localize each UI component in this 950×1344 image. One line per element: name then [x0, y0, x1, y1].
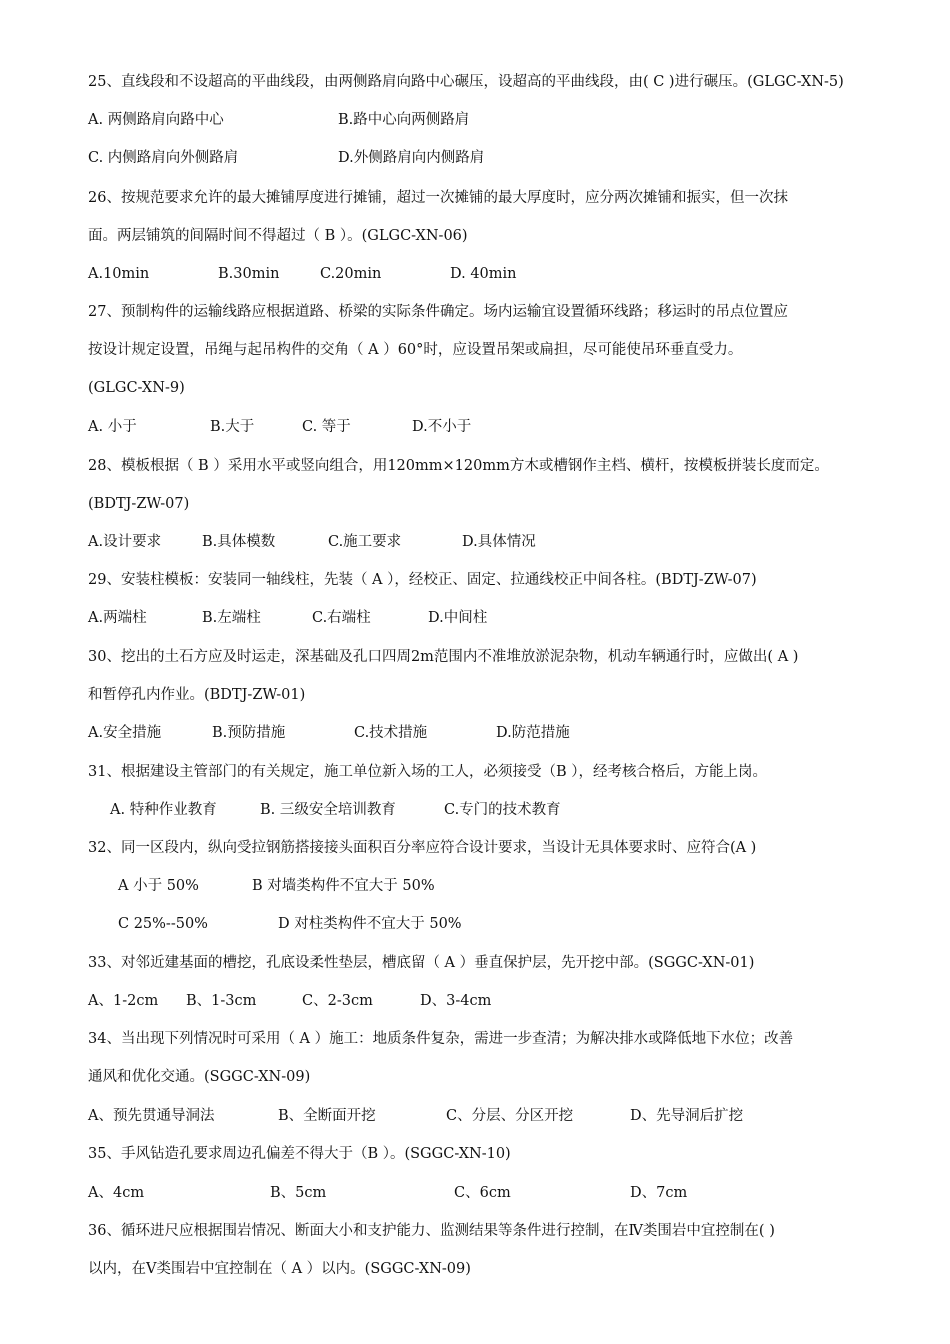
- option-d: D.防范措施: [496, 725, 570, 741]
- option-d: D.不小于: [412, 419, 472, 435]
- option-c: C.技术措施: [354, 725, 428, 741]
- option-b: B.预防措施: [212, 725, 286, 741]
- option-a: A. 两侧路肩向路中心: [88, 112, 224, 128]
- option-d: D、先导洞后扩挖: [630, 1108, 744, 1124]
- option-b: B.大于: [210, 419, 255, 435]
- option-b: B.路中心向两侧路肩: [338, 112, 470, 128]
- question-33-line-1: 33、对邻近建基面的槽挖，孔底设柔性垫层，槽底留（ A ）垂直保护层，先开挖中部。(SGGC-XN-01): [88, 955, 755, 971]
- option-d: D、3-4cm: [420, 993, 492, 1009]
- option-a: A、4cm: [88, 1185, 145, 1201]
- option-a: A.安全措施: [88, 725, 162, 741]
- option-d: D.外侧路肩向内侧路肩: [338, 150, 485, 166]
- question-30-line-2: 和暂停孔内作业。(BDTJ-ZW-01): [88, 687, 306, 703]
- option-a: A、1-2cm: [88, 993, 159, 1009]
- option-a: A.两端柱: [88, 610, 147, 626]
- option-c: C 25%--50%: [118, 916, 208, 932]
- option-b: B 对墙类构件不宜大于 50%: [252, 878, 435, 894]
- question-29-line-1: 29、安装柱模板：安装同一轴线柱，先装（ A ），经校正、固定、拉通线校正中间各柱。(BDTJ-ZW-07): [88, 572, 757, 588]
- option-b: B、5cm: [270, 1185, 327, 1201]
- question-34-line-1: 34、当出现下列情况时可采用（ A ）施工：地质条件复杂，需进一步查清；为解决排水或降低地下水位；改善: [88, 1031, 794, 1047]
- question-26-line-2: 面。两层铺筑的间隔时间不得超过（ B ）。(GLGC-XN-06): [88, 228, 468, 244]
- option-a: A、预先贯通导洞法: [88, 1108, 215, 1124]
- option-c: C.20min: [320, 266, 382, 282]
- question-27-line-2: 按设计规定设置，吊绳与起吊构件的交角（ A ）60°时，应设置吊架或扁担，尽可能使吊环垂直受力。: [88, 342, 743, 358]
- option-d: D.中间柱: [428, 610, 488, 626]
- option-a: A.10min: [88, 266, 150, 282]
- question-34-line-2: 通风和优化交通。(SGGC-XN-09): [88, 1069, 311, 1085]
- question-32-line-1: 32、同一区段内，纵向受拉钢筋搭接接头面积百分率应符合设计要求，当设计无具体要求时、应符合(A ): [88, 840, 757, 856]
- option-c: C.施工要求: [328, 534, 402, 550]
- option-a: A. 小于: [88, 419, 137, 435]
- question-31-line-1: 31、根据建设主管部门的有关规定，施工单位新入场的工人，必须接受（B ），经考核合格后，方能上岗。: [88, 764, 767, 780]
- question-27-line-1: 27、预制构件的运输线路应根据道路、桥梁的实际条件确定。场内运输宜设置循环线路；移运时的吊点位置应: [88, 304, 788, 320]
- question-26-line-1: 26、按规范要求允许的最大摊铺厚度进行摊铺，超过一次摊铺的最大厚度时，应分两次摊铺和振实，但一次抹: [88, 190, 788, 206]
- question-36-line-1: 36、循环进尺应根据围岩情况、断面大小和支护能力、监测结果等条件进行控制，在Ⅳ类围岩中宜控制在( ): [88, 1223, 775, 1239]
- option-c: C.专门的技术教育: [444, 802, 561, 818]
- option-d: D. 40min: [450, 266, 517, 282]
- option-c: C、2-3cm: [302, 993, 373, 1009]
- option-c: C.右端柱: [312, 610, 371, 626]
- question-25-line-1: 25、直线段和不设超高的平曲线段，由两侧路肩向路中心碾压，设超高的平曲线段，由( C )进行碾压。(GLGC-XN-5): [88, 74, 844, 90]
- question-35-line-1: 35、手风钻造孔要求周边孔偏差不得大于（B ）。(SGGC-XN-10): [88, 1146, 511, 1162]
- option-b: B.具体模数: [202, 534, 276, 550]
- option-b: B.30min: [218, 266, 280, 282]
- option-a: A. 特种作业教育: [110, 802, 217, 818]
- option-c: C、6cm: [454, 1185, 511, 1201]
- question-27-line-3: (GLGC-XN-9): [88, 380, 185, 396]
- question-28-line-1: 28、模板根据（ B ）采用水平或竖向组合，用120mm×120mm方木或槽钢作主档、横杆，按模板拼装长度而定。: [88, 458, 829, 474]
- option-d: D 对柱类构件不宜大于 50%: [278, 916, 462, 932]
- option-d: D、7cm: [630, 1185, 688, 1201]
- option-b: B、全断面开挖: [278, 1108, 376, 1124]
- option-a: A 小于 50%: [118, 878, 199, 894]
- question-36-line-2: 以内，在Ⅴ类围岩中宜控制在（ A ）以内。(SGGC-XN-09): [88, 1261, 471, 1277]
- option-b: B、1-3cm: [186, 993, 257, 1009]
- question-28-line-2: (BDTJ-ZW-07): [88, 496, 190, 512]
- option-c: C. 内侧路肩向外侧路肩: [88, 150, 239, 166]
- option-c: C、分层、分区开挖: [446, 1108, 574, 1124]
- option-b: B. 三级安全培训教育: [260, 802, 396, 818]
- option-d: D.具体情况: [462, 534, 536, 550]
- question-30-line-1: 30、挖出的土石方应及时运走，深基础及孔口四周2m范围内不准堆放淤泥杂物，机动车辆通行时，应做出( A ): [88, 649, 799, 665]
- option-c: C. 等于: [302, 419, 351, 435]
- option-a: A.设计要求: [88, 534, 162, 550]
- option-b: B.左端柱: [202, 610, 261, 626]
